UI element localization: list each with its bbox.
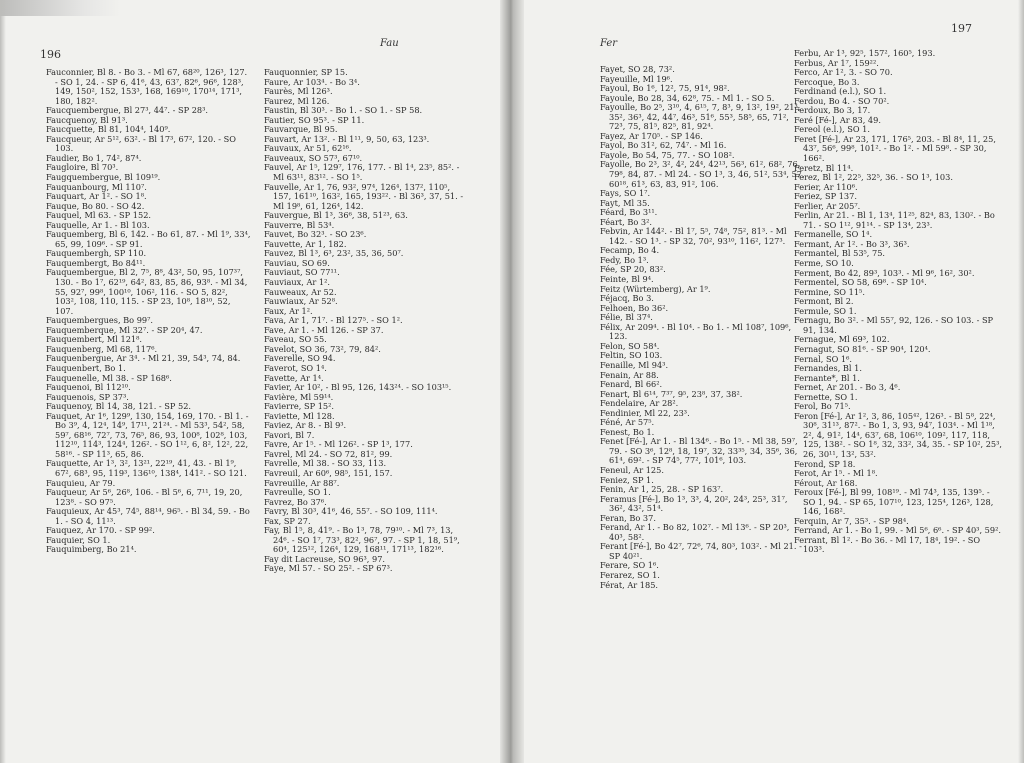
index-entry: Fayolle, Bo 2³, 3², 4², 24⁴, 42¹³, 56³, 61², 68², 76, 79⁸, 84, 87. - Ml 24. - SO 1³, 3, 46, 51², 53⁴, 57, 60¹⁸, 61³, 63, 83, 91², 106.: [600, 159, 805, 189]
index-entry: Fayole, Bo 54, 75, 77. - SO 108².: [600, 149, 735, 160]
index-entry: Feltin, SO 103.: [600, 350, 663, 361]
index-entry: Fernante*, Bl 1.: [794, 372, 860, 383]
index-entry: Féjacq, Bo 3.: [600, 293, 654, 304]
index-entry: Fauquart, Ar 1². - SO 1⁸.: [46, 191, 147, 202]
index-entry: Feretz, Bl 11⁴.: [794, 162, 854, 173]
index-entry: Ferez, Bl 1², 22⁵, 32⁵, 36. - SO 1³, 103.: [794, 172, 953, 183]
index-entry: Fermentel, SO 58, 69⁸. - SP 10⁴.: [794, 277, 927, 288]
index-entry: Favreulle, SO 1.: [264, 487, 331, 498]
index-entry: Fays, SO 1⁷.: [600, 188, 651, 199]
index-entry: Faucquenoy, Bl 91³.: [46, 114, 128, 125]
index-entry: Fauquemberque, Ml 32⁷. - SP 20⁴, 47.: [46, 324, 203, 335]
index-entry: Ferrand, Ar 1. - Bo 1, 99. - Ml 5⁶, 6⁶. - SP 40³, 59².: [794, 525, 1001, 536]
scan-smudge: [0, 0, 120, 16]
index-entry: Faux, Ar 1².: [264, 305, 313, 316]
index-entry: Fernet, Ar 201. - Bo 3, 4⁶.: [794, 382, 901, 393]
index-entry: Fauquenelle, Ml 38. - SP 168⁶.: [46, 372, 172, 383]
running-head: Fer: [600, 38, 618, 49]
index-entry: Favrez, Bo 37⁶.: [264, 496, 327, 507]
index-entry: Fauvel, Ar 1⁵, 129⁷, 176, 177. - Bl 1⁴, 23⁵, 85². - Ml 63¹¹, 83¹². - SO 1⁵.: [264, 162, 460, 183]
index-entry: Fauqueur, Ar 5⁶, 26⁸, 106. - Bl 5⁶, 6, 7¹¹, 19, 20, 123⁸. - SO 97⁵.: [46, 487, 243, 507]
index-entry: Feitz (Würtemberg), Ar 1⁹.: [600, 283, 711, 294]
index-entry: Fendinier, Ml 22, 23³.: [600, 407, 690, 418]
index-entry: Ferrant, Bl 1². - Bo 36. - Ml 17, 18⁴, 19². - SO 103³.: [794, 534, 981, 555]
index-entry: Faye, Ml 57. - SO 25². - SP 67³.: [264, 563, 393, 574]
index-entry: Férat, Ar 185.: [600, 579, 659, 590]
index-entry: Feramus [Fé-], Bo 1³, 3³, 4, 20², 24³, 25³, 31⁷, 36², 43², 51⁴.: [600, 493, 788, 514]
index-entry: Fercoque, Bo 3.: [794, 76, 860, 87]
index-entry: Fauquembergue, Bl 2, 7⁵, 8⁸, 43², 50, 95, 107³⁷, 130. - Bo 1⁷, 62¹⁹, 64², 83, 85, 86, 93⁸. - Ml 34, 55, 92⁷, 99⁸, 100¹⁰, 106², 116. - SO 5, 82², 103², 108, 110, 115. - SP 23, 10⁸, 18¹⁰, 52, 107.: [46, 267, 248, 316]
index-entry: Fenet [Fé-], Ar 1. - Bl 134⁶. - Bo 1⁵. - Ml 38, 59⁷, 79. - SO 3⁶, 12⁸, 18, 19⁷, 32, 33³⁵, 34, 35⁶, 36, 61⁴, 69². - SP 74⁵, 77², 101⁶, 103.: [600, 436, 798, 466]
index-entry: Favrelle, Ml 38. - SO 33, 113.: [264, 458, 387, 469]
index-entry: Ferant [Fé-], Bo 42⁷, 72⁶, 74, 80³, 103². - Ml 21. - SP 40²¹.: [600, 541, 802, 561]
index-column-left-a: [46, 68, 251, 555]
index-entry: Fauquanbourg, Ml 110⁷.: [46, 181, 147, 192]
index-entry: Fave, Ar 1. - Ml 126. - SP 37.: [264, 324, 384, 335]
index-entry: Fauviau, SO 69.: [264, 257, 330, 268]
index-entry: Férout, Ar 168.: [794, 477, 858, 488]
index-entry: Felon, SO 58⁴.: [600, 340, 660, 351]
index-entry: Favette, Ar 1⁴.: [264, 372, 324, 383]
index-column-right-a: [600, 65, 805, 590]
index-entry: Fernagu, Bo 3². - Ml 55⁷, 92, 126. - SO 103. - SP 91, 134.: [794, 315, 994, 335]
index-entry: Fauquemberg, Bl 6, 142. - Bo 61, 87. - Ml 1⁹, 33⁴, 65, 99, 109⁶. - SP 91.: [46, 229, 251, 249]
index-entry: Fauverre, Bl 53⁴.: [264, 219, 335, 230]
index-entry: Ferier, Ar 110⁶.: [794, 181, 858, 192]
index-entry: Féart, Bo 3².: [600, 216, 653, 227]
index-entry: Favierre, SP 15².: [264, 401, 334, 412]
index-entry: Fauquembergt, Bo 84¹¹.: [46, 257, 146, 268]
index-entry: Ferdinand (e.l.), SO 1.: [794, 86, 887, 97]
index-entry: Fauquel, Ml 63. - SP 152.: [46, 210, 152, 221]
index-entry: Fay, Bl 1⁵, 8, 41⁹. - Bo 1³, 78, 79¹⁰. - Ml 7³, 13, 24⁶. - SO 1⁷, 73³, 82², 96⁷, 97. - SP 1, 18, 51⁹, 60⁴, 125¹², 126⁴, 129, 168¹¹, 171¹³, 182¹⁶.: [264, 525, 460, 555]
index-entry: Fauquier, SO 1.: [46, 534, 111, 545]
index-entry: Faurez, Ml 126.: [264, 95, 330, 106]
index-entry: Ferol, Bo 71⁵.: [794, 401, 851, 412]
index-entry: Ferme, SO 10.: [794, 258, 854, 269]
index-entry: Fauvette, Ar 1, 182.: [264, 238, 347, 249]
index-entry: Fauvet, Bo 32³. - SO 23⁶.: [264, 229, 367, 240]
index-entry: Favre, Ar 1⁵. - Ml 126². - SP 1³, 177.: [264, 439, 413, 450]
index-entry: Feniez, SP 1.: [600, 474, 654, 485]
index-entry: Fauquenoy, Bl 14, 38, 121. - SP 52.: [46, 401, 192, 412]
index-entry: Faudier, Bo 1, 74², 87⁴.: [46, 152, 142, 163]
index-entry: Fauquenois, SP 37³.: [46, 391, 129, 402]
index-entry: Favière, Ml 59¹⁴.: [264, 391, 334, 402]
index-entry: Fendelaire, Ar 28².: [600, 398, 679, 409]
index-entry: Favelot, SO 36, 73², 79, 84².: [264, 343, 381, 354]
index-entry: Faustin, Bl 30³. - Bo 1. - SO 1. - SP 58.: [264, 105, 423, 116]
index-entry: Fermantel, Bl 53⁵, 75.: [794, 248, 886, 259]
index-entry: Fereol (e.l.), SO 1.: [794, 124, 870, 135]
index-entry: Ferare, SO 1⁶.: [600, 560, 659, 571]
index-entry: Fauquette, Ar 1³, 3², 13²¹, 22¹⁹, 41, 43. - Bl 1⁹, 67², 68³, 95, 119³, 136¹⁰, 138⁴, 141². - SO 121.: [46, 458, 247, 478]
index-entry: Faviez, Ar 8. - Bl 9³.: [264, 420, 347, 431]
index-entry: Fayet, SO 28, 73².: [600, 64, 675, 74]
index-entry: Fauquembergh, SP 110.: [46, 248, 147, 259]
page-edge-shadow: [1018, 0, 1024, 763]
index-entry: Fayeuille, Ml 19⁶.: [600, 73, 673, 84]
index-entry: Fauveaux, SO 57³, 67¹⁰.: [264, 152, 363, 163]
index-entry: Félie, Bl 37⁴.: [600, 312, 653, 323]
index-entry: Fayoulle, Bo 2⁵, 3¹⁰, 4, 6¹⁵, 7, 8³, 9, 13², 19², 21³, 35², 36³, 42, 44⁷, 46³, 51⁶, 55³, 58⁵, 65, 71², 72³, 75, 81⁵, 82⁵, 81, 92⁴.: [600, 102, 801, 132]
index-entry: Ferlier, Ar 205⁷.: [794, 200, 861, 211]
index-entry: Fenard, Bl 66².: [600, 379, 663, 390]
index-entry: Fernandes, Bl 1.: [794, 363, 862, 374]
index-entry: Fenaille, Ml 94³.: [600, 359, 669, 370]
index-entry: Feinte, Bl 9⁴.: [600, 274, 654, 285]
index-entry: Feriez, SP 137.: [794, 191, 857, 202]
index-entry: Fauquelle, Ar 1. - Bl 103.: [46, 219, 150, 230]
index-entry: Fauvez, Bl 1³, 6³, 23², 35, 36, 50⁷.: [264, 248, 404, 259]
page-number: 196: [40, 48, 61, 61]
index-entry: Fava, Ar 1, 71⁷. - Bl 127⁵. - SO 1².: [264, 315, 403, 326]
index-entry: Fermine, SO 11⁵.: [794, 286, 865, 297]
index-entry: Fauviaut, SO 77¹¹.: [264, 267, 340, 278]
index-entry: Félix, Ar 209⁴. - Bl 10⁴. - Bo 1. - Ml 108⁷, 109⁶, 123.: [600, 321, 792, 342]
index-entry: Fermant, Ar 1². - Bo 3³, 36³.: [794, 238, 910, 249]
index-entry: Ferdou, Bo 4. - SO 70².: [794, 95, 890, 106]
index-entry: Fax, SP 27.: [264, 515, 311, 526]
index-entry: Ferot, Ar 1⁵. - Ml 1⁸.: [794, 468, 878, 479]
index-entry: Ferco, Ar 1², 3. - SO 70.: [794, 67, 893, 78]
index-entry: Fauquenbert, Bo 1.: [46, 362, 126, 373]
index-entry: Feret [Fé-], Ar 23, 171, 176⁵, 203. - Bl 8⁴, 11, 25, 43⁷, 56⁶, 99⁸, 101². - Bo 1². - Ml 59⁸. - SP 30, 166².: [794, 133, 996, 164]
index-column-left-b: [264, 68, 469, 574]
index-entry: Fauquet, Ar 1⁶, 129⁹, 130, 154, 169, 170. - Bl 1. - Bo 3⁹, 4, 12⁴, 14⁹, 17¹¹, 21²⁴. - Ml 53³, 54², 58, 59⁷, 68¹⁶, 72⁷, 73, 76⁵, 86, 93, 100⁸, 102⁸, 103, 112¹⁰, 114³, 124⁴, 126². - SO 1¹², 6, 8², 12², 22, 58¹⁶. - SP 11³, 65, 86.: [46, 410, 249, 459]
right-page: [524, 0, 1024, 763]
index-entry: Fecamp, Bo 4.: [600, 245, 660, 256]
index-entry: Feneul, Ar 125.: [600, 464, 664, 475]
index-entry: Ferdoux, Bo 3, 17.: [794, 105, 871, 116]
index-entry: Faveau, SO 55.: [264, 334, 327, 345]
index-entry: Fauquenberg, Ml 68, 117⁶.: [46, 343, 158, 354]
index-entry: Feré [Fé-], Ar 83, 49.: [794, 114, 881, 125]
index-entry: Favier, Ar 10², - Bl 95, 126, 143²⁴. - SO 103¹⁵.: [264, 382, 452, 393]
index-entry: Fée, SP 20, 83².: [600, 264, 666, 275]
index-entry: Fauviaux, Ar 1².: [264, 277, 331, 288]
index-entry: Fayt, Ml 35.: [600, 197, 650, 208]
index-entry: Fauquembergues, Bo 99⁷.: [46, 315, 154, 326]
index-entry: Fermont, Bl 2.: [794, 296, 854, 307]
index-entry: Fernette, SO 1.: [794, 391, 858, 402]
index-entry: Fauquieux, Ar 45³, 74⁵, 88¹⁴, 96⁵. - Bl 34, 59. - Bo 1. - SO 4, 11¹³.: [46, 506, 250, 526]
index-entry: Féné, Ar 57⁵.: [600, 417, 655, 428]
index-entry: Fayoule, Bo 28, 34, 62⁸, 75. - Ml 1. - SO 5.: [600, 92, 775, 103]
index-entry: Faucqueur, Ar 5¹², 63². - Bl 17³, 67², 120. - SO 103.: [46, 133, 236, 154]
index-entry: Faucquette, Bl 81, 104⁴, 140⁹.: [46, 124, 171, 135]
index-entry: Ferarez, SO 1.: [600, 569, 660, 580]
index-entry: Favrel, Ml 24. - SO 72, 81², 99.: [264, 448, 393, 459]
index-entry: Féard, Bo 3¹¹.: [600, 207, 658, 218]
index-entry: Fauweaux, Ar 52.: [264, 286, 337, 297]
index-column-right-b: [794, 49, 1004, 555]
index-entry: Favreuille, Ar 88⁷.: [264, 477, 340, 488]
index-entry: Ferquin, Ar 7, 35³. - SP 98⁴.: [794, 515, 909, 526]
index-entry: Favry, Bl 30³, 41⁶, 46, 55⁷. - SO 109, 111⁴.: [264, 506, 438, 517]
index-entry: Fenin, Ar 1, 25, 28. - SP 163⁷.: [600, 484, 724, 495]
page-edge-shadow: [0, 0, 6, 763]
index-entry: Ferlin, Ar 21. - Bl 1, 13⁴, 11²⁵, 82⁴, 83, 130². - Bo 71. - SO 1¹², 91¹⁴. - SP 13⁴, 23³.: [794, 210, 995, 230]
book-gutter: [500, 0, 524, 763]
index-entry: Fauconnier, Bl 8. - Bo 3. - Ml 67, 68²⁰, 126³, 127. - SO 1, 24. - SP 6, 41⁶, 43, 63⁷, 82⁶, 96⁶, 128³, 149, 150², 152, 153³, 168, 169¹⁰, 170¹⁴, 171³, 180, 182².: [46, 67, 248, 106]
index-entry: Faverot, SO 1⁴.: [264, 362, 327, 373]
index-entry: Fauquonnier, SP 15.: [264, 67, 348, 77]
index-entry: Fernague, Ml 69³, 102.: [794, 334, 890, 345]
index-entry: Faurès, Ml 126³.: [264, 86, 333, 97]
index-entry: Faugquembergue, Bl 109¹⁹.: [46, 172, 161, 183]
index-entry: Faverelle, SO 94.: [264, 353, 336, 364]
index-entry: Fauvergue, Bl 1³, 36⁶, 38, 51²³, 63.: [264, 210, 408, 221]
index-entry: Fauwiaux, Ar 52⁸.: [264, 296, 338, 307]
index-entry: Fermanelle, SO 1⁴.: [794, 229, 873, 240]
index-entry: Ferond, SP 18.: [794, 458, 856, 469]
page-number: 197: [951, 22, 972, 35]
index-entry: Fauquenoi, Bl 112¹⁰.: [46, 382, 131, 393]
index-entry: Fauque, Bo 80. - SO 42.: [46, 200, 145, 211]
index-entry: Fauquembert, Ml 121⁸.: [46, 334, 143, 345]
index-entry: Fay dit Lacreuse, SO 96³, 97.: [264, 553, 386, 564]
index-entry: Ferbu, Ar 1³, 92⁵, 157², 160⁵, 193.: [794, 48, 936, 58]
index-entry: Fauvarque, Bl 95.: [264, 124, 338, 135]
index-entry: Ferand, Ar 1. - Bo 82, 102⁷. - Ml 13⁶. - SP 20³, 40³, 58².: [600, 522, 790, 542]
index-entry: Faugloire, Bl 70³.: [46, 162, 119, 173]
index-entry: Favori, Bl 7.: [264, 429, 315, 440]
index-entry: Fauquimberg, Bo 21⁴.: [46, 544, 137, 555]
index-entry: Fedy, Bo 1³.: [600, 254, 649, 265]
index-entry: Fauvaux, Ar 51, 62¹⁶.: [264, 143, 352, 154]
index-entry: Fauvart, Ar 13². - Bl 1¹¹, 9, 50, 63, 123³.: [264, 133, 430, 144]
index-entry: Fauvelle, Ar 1, 76, 93², 97⁴, 126⁴, 137², 110⁵, 157, 161¹⁰, 163², 165, 193²². - Bl 36³, 37, 51. - Ml 19⁸, 61, 126⁴, 142.: [264, 181, 464, 211]
index-entry: Fauquenbergue, Ar 3⁴. - Ml 21, 39, 54³, 74, 84.: [46, 353, 241, 364]
index-entry: Feron [Fé-], Ar 1², 3, 86, 105⁴², 126³. - Bl 5⁸, 22⁴, 30⁸, 31¹³, 87². - Bo 1, 3, 93, 94⁷, 103⁴. - Ml 1¹⁸, 2², 4, 91², 14⁴, 63⁷, 68, 106¹⁰, 109², 117, 118, 125, 138². - SO 1⁸, 32, 33², 34, 35. - SP 10², 25³, 26, 30¹¹, 13², 53².: [794, 410, 1003, 459]
index-entry: Feran, Bo 37.: [600, 512, 656, 523]
index-entry: Faucquembergue, Bl 27³, 44⁷. - SP 28³.: [46, 105, 208, 116]
index-entry: Favreuil, Ar 60⁶, 98⁵, 151, 157.: [264, 467, 393, 478]
index-entry: Fenart, Bl 6¹⁴, 7³⁷, 9⁵, 23⁸, 37, 38².: [600, 388, 743, 399]
running-head: Fau: [380, 38, 399, 49]
index-entry: Faure, Ar 103⁴. - Bo 3⁴.: [264, 76, 360, 87]
index-entry: Fermule, SO 1.: [794, 305, 857, 316]
index-entry: Fayol, Bo 31², 62, 74⁷. - Ml 16.: [600, 140, 727, 151]
index-entry: Ferment, Bo 42, 89³, 103³. - Ml 9⁶, 16², 30².: [794, 267, 975, 278]
index-entry: Fayez, Ar 170⁵. - SP 146.: [600, 130, 703, 141]
index-entry: Felhoen, Bo 36².: [600, 302, 669, 313]
index-entry: Fernal, SO 1⁶.: [794, 353, 852, 364]
index-entry: Faviette, Ml 128.: [264, 410, 335, 421]
index-entry: Fauquieu, Ar 79.: [46, 477, 116, 488]
index-entry: Feroux [Fé-], Bl 99, 108¹⁹. - Ml 74³, 135, 139⁵. - SO 1, 94. - SP 65, 107¹⁰, 123, 125⁴, 126³, 128, 146, 168².: [794, 487, 994, 517]
index-entry: Fernagut, SO 81⁶. - SP 90⁴, 120⁴.: [794, 343, 931, 354]
index-entry: Fenest, Bo 1.: [600, 426, 655, 437]
index-entry: Ferbus, Ar 1⁷, 159²².: [794, 57, 879, 68]
index-entry: Fauquez, Ar 170. - SP 99².: [46, 525, 155, 536]
left-page: [0, 0, 500, 763]
index-entry: Febvin, Ar 144². - Bl 1⁷, 5⁵, 74⁸, 75², 81³. - Ml 142. - SO 1³. - SP 32, 70², 93¹⁰, 116², 127³.: [600, 226, 787, 246]
index-entry: Fayoul, Bo 1⁶, 12², 75, 91⁴, 98².: [600, 83, 730, 94]
index-entry: Fenain, Ar 88.: [600, 369, 659, 380]
index-entry: Fautier, SO 95³. - SP 11.: [264, 114, 365, 125]
